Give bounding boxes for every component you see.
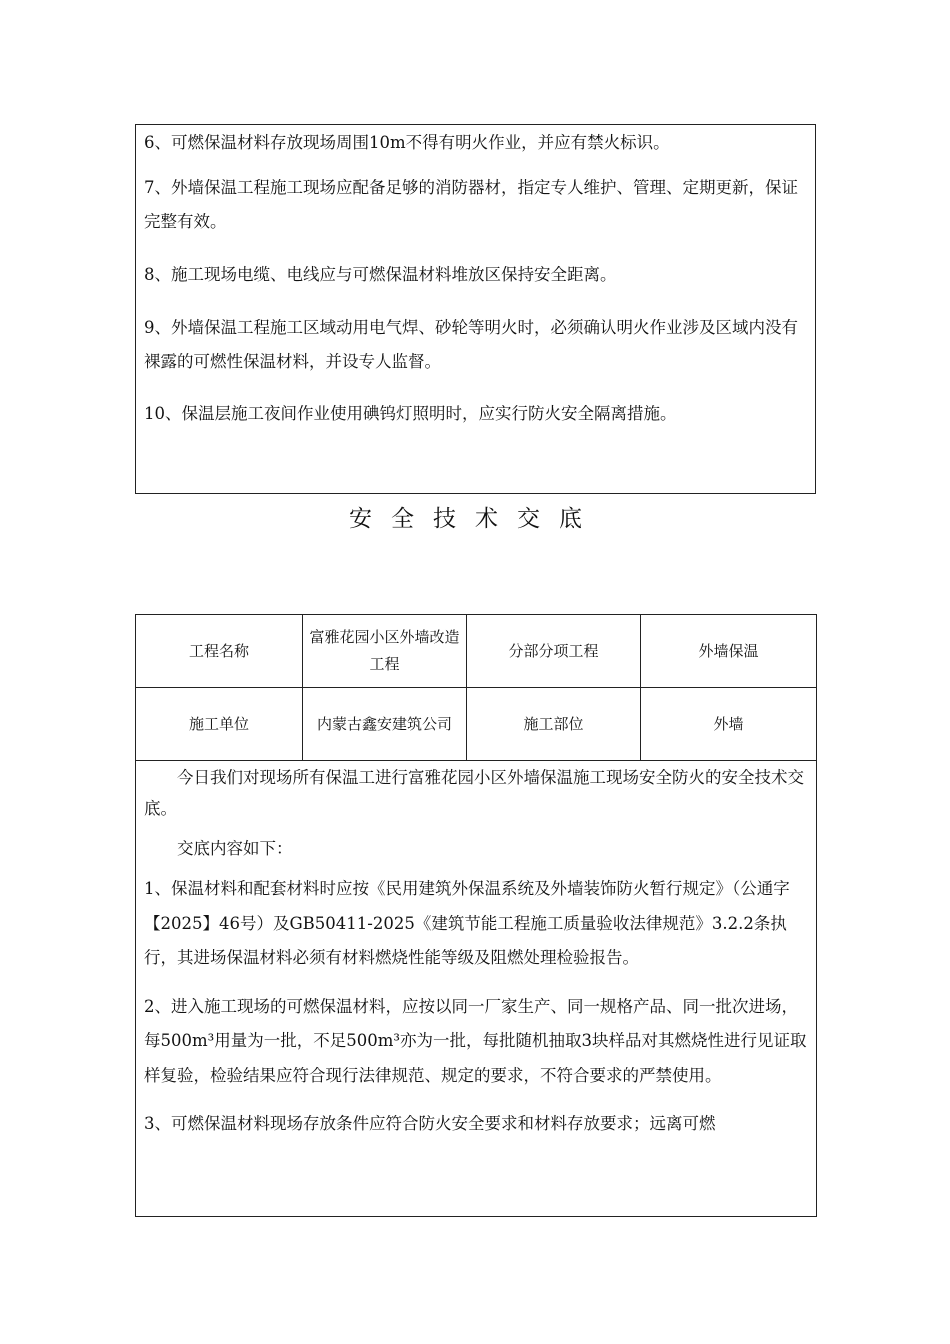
top-item-10: 10、保温层施工夜间作业使用碘钨灯照明时，应实行防火安全隔离措施。 <box>144 404 677 423</box>
unit-value: 内蒙古鑫安建筑公司 <box>303 688 467 761</box>
subproject-label: 分部分项工程 <box>467 615 641 688</box>
top-content-box <box>135 124 816 494</box>
project-name-label: 工程名称 <box>136 615 303 688</box>
subproject-value: 外墙保温 <box>641 615 817 688</box>
content-item-3: 3、可燃保温材料现场存放条件应符合防火安全要求和材料存放要求；远离可燃 <box>144 1114 716 1133</box>
intro-text: 今日我们对现场所有保温工进行富雅花园小区外墙保温施工现场安全防火的安全技术交底。 <box>144 768 804 818</box>
top-item-8: 8、施工现场电缆、电线应与可燃保温材料堆放区保持安全距离。 <box>144 265 617 284</box>
content-item-2: 2、进入施工现场的可燃保温材料，应按以同一厂家生产、同一规格产品、同一批次进场，每500m³用量为一批，不足500m³亦为一批，每批随机抽取3块样品对其燃烧性进行见证取样复验，检验结果应符合现行法律规范、规定的要求，不符合要求的严禁使用。 <box>144 996 807 1085</box>
document-title: 安全技术交底 <box>349 506 601 532</box>
project-name-value: 富雅花园小区外墙改造工程 <box>303 615 467 688</box>
unit-label: 施工单位 <box>136 688 303 761</box>
disclosure-table <box>135 614 817 1217</box>
part-label: 施工部位 <box>467 688 641 761</box>
content-cell <box>136 761 817 1217</box>
top-item-9: 9、外墙保温工程施工区域动用电气焊、砂轮等明火时，必须确认明火作业涉及区域内没有裸露的可燃性保温材料，并设专人监督。 <box>144 318 798 371</box>
part-value: 外墙 <box>641 688 817 761</box>
content-heading: 交底内容如下： <box>177 839 293 858</box>
table-row <box>136 688 817 761</box>
table-row <box>136 615 817 688</box>
top-item-6: 6、可燃保温材料存放现场周围10m不得有明火作业，并应有禁火标识。 <box>144 133 670 152</box>
content-row <box>136 761 817 1217</box>
content-item-1: 1、保温材料和配套材料时应按《民用建筑外保温系统及外墙装饰防火暂行规定》（公通字【2025】46号）及GB50411-2025《建筑节能工程施工质量验收法律规范》3.2.2条执行，其进场保温材料必须有材料燃烧性能等级及阻燃处理检验报告。 <box>144 879 790 967</box>
top-item-7: 7、外墙保温工程施工现场应配备足够的消防器材，指定专人维护、管理、定期更新，保证完整有效。 <box>144 178 798 231</box>
